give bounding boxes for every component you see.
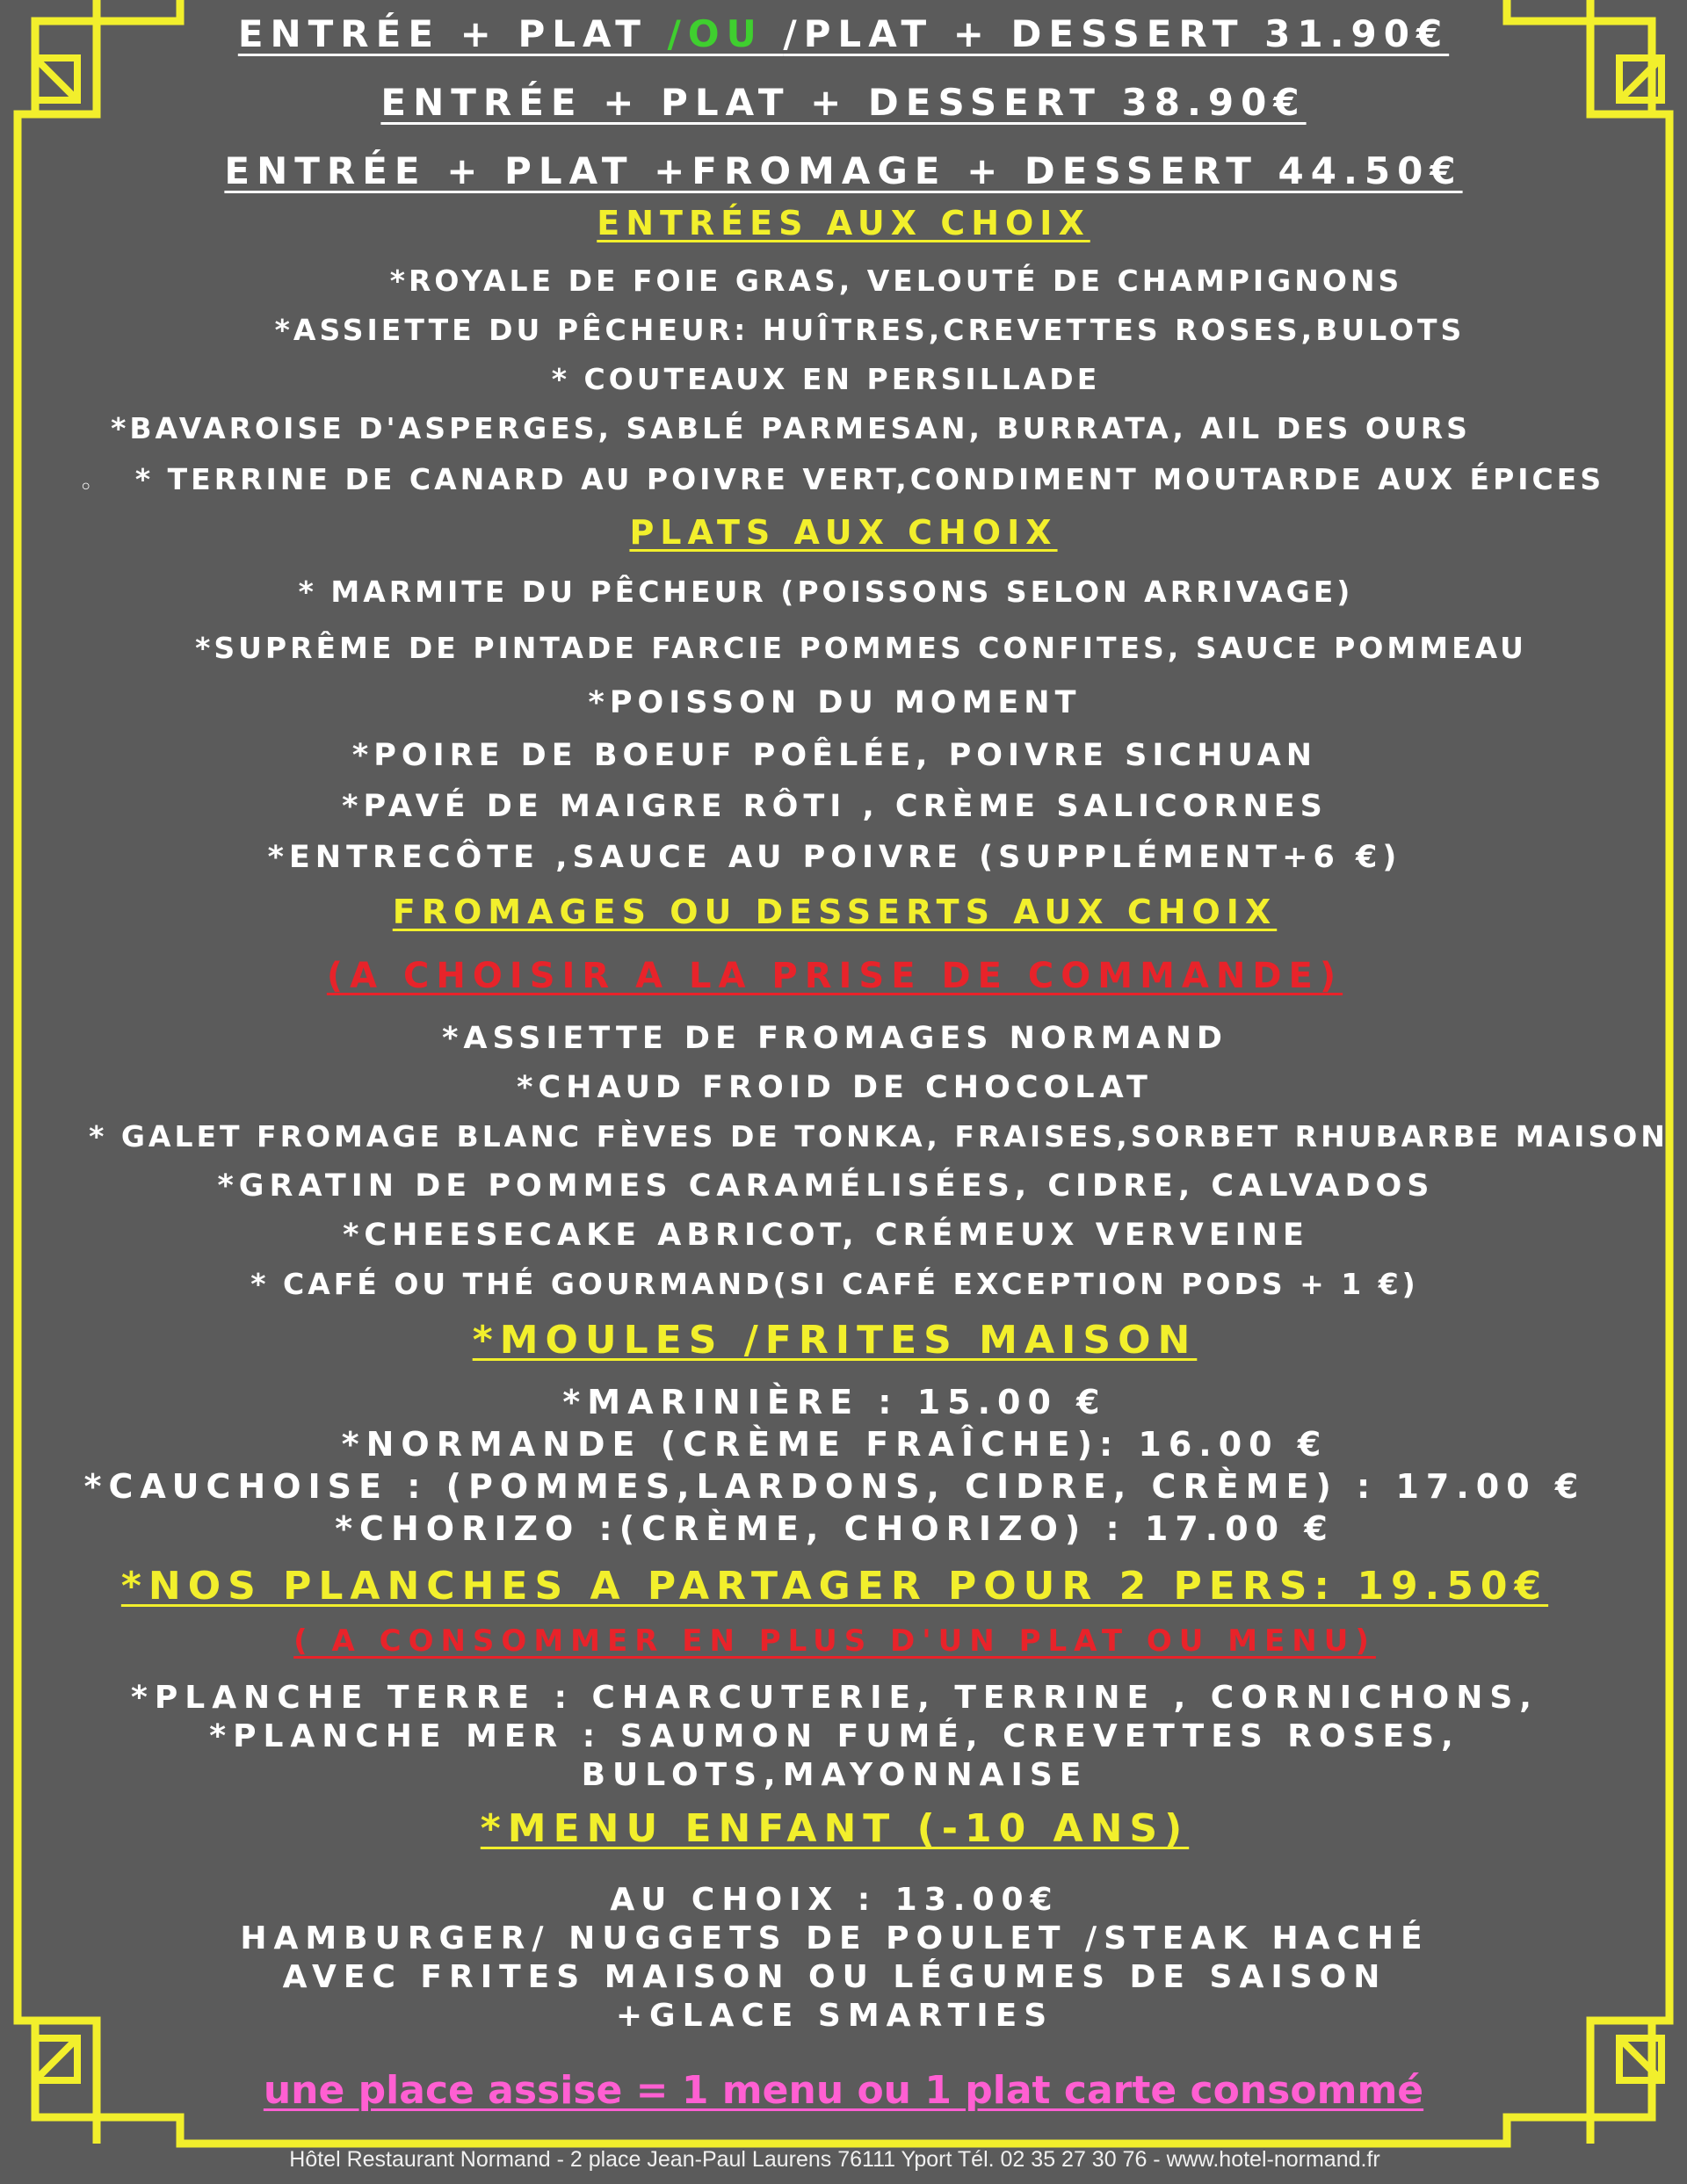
dessert-item: *GRATIN DE POMMES CARAMÉLISÉES, CIDRE, CALVADOS (217, 1168, 1435, 1204)
formula-entree-plat-or-plat-dessert (0, 12, 1687, 55)
plat-item: *PAVÉ DE MAIGRE RÔTI , CRÈME SALICORNES (342, 789, 1328, 824)
entree-item: * COUTEAUX EN PERSILLADE (551, 362, 1101, 396)
plat-item: *SUPRÊME DE PINTADE FARCIE POMMES CONFITES, SAUCE POMMEAU (195, 631, 1527, 665)
seating-rule-note: une place assise = 1 menu ou 1 plat carte consommé (263, 2068, 1424, 2113)
planche-item: *PLANCHE TERRE : CHARCUTERIE, TERRINE , CORNICHONS, (131, 1680, 1539, 1716)
entree-item: *BAVAROISE D'ASPERGES, SABLÉ PARMESAN, BURRATA, AIL DES OURS (111, 411, 1471, 445)
planches-title: *NOS PLANCHES A PARTAGER POUR 2 PERS: 19.50€ (120, 1564, 1549, 1609)
entree-item: * TERRINE DE CANARD AU POIVRE VERT,CONDIMENT MOUTARDE AUX ÉPICES (134, 462, 1605, 496)
plats-title: PLATS AUX CHOIX (629, 513, 1058, 552)
planche-item: BULOTS,MAYONNAISE (581, 1757, 1089, 1793)
moules-item: *MARINIÈRE : 15.00 € (562, 1383, 1107, 1421)
dessert-item: * CAFÉ OU THÉ GOURMAND(SI CAFÉ EXCEPTION PODS + 1 €) (250, 1267, 1419, 1301)
enfant-item: AVEC FRITES MAISON OU LÉGUMES DE SAISON (282, 1959, 1387, 1995)
plat-item: *ENTRECÔTE ,SAUCE AU POIVRE (SUPPLÉMENT+6 €) (267, 840, 1402, 875)
plat-item: * MARMITE DU PÊCHEUR (POISSONS SELON ARRIVAGE) (298, 575, 1354, 609)
formula1-part1: ENTRÉE + PLAT (237, 12, 668, 55)
desserts-title: FROMAGES OU DESSERTS AUX CHOIX (392, 893, 1278, 931)
moules-item: *CHORIZO :(CRÈME, CHORIZO) : 17.00 € (335, 1509, 1335, 1548)
plat-item: *POISSON DU MOMENT (588, 685, 1082, 720)
moules-item: *NORMANDE (CRÈME FRAÎCHE): 16.00 € (341, 1425, 1329, 1464)
entree-item: *ROYALE DE FOIE GRAS, VELOUTÉ DE CHAMPIGNONS (389, 264, 1403, 298)
plat-item: *POIRE DE BOEUF POÊLÉE, POIVRE SICHUAN (351, 738, 1318, 773)
formula1-ou: /OU (667, 12, 784, 55)
desserts-note: (A CHOISIR A LA PRISE DE COMMANDE) (326, 956, 1343, 996)
bullet-icon: ◦ (79, 474, 93, 501)
entree-item: *ASSIETTE DU PÊCHEUR: HUÎTRES,CREVETTES ROSES,BULOTS (274, 313, 1466, 347)
enfant-item: AU CHOIX : 13.00€ (610, 1882, 1060, 1918)
dessert-item: * GALET FROMAGE BLANC FÈVES DE TONKA, FRAISES,SORBET RHUBARBE MAISON (89, 1119, 1669, 1153)
formula1-part2: /PLAT + DESSERT 31.90€ (783, 12, 1450, 55)
enfant-title: *MENU ENFANT (-10 ANS) (480, 1806, 1190, 1851)
enfant-item: +GLACE SMARTIES (615, 1998, 1054, 2034)
dessert-item: *CHAUD FROID DE CHOCOLAT (517, 1070, 1153, 1105)
moules-title: *MOULES /FRITES MAISON (472, 1318, 1198, 1363)
dessert-item: *CHEESECAKE ABRICOT, CRÉMEUX VERVEINE (343, 1218, 1309, 1253)
formula-entree-plat-dessert: ENTRÉE + PLAT + DESSERT 38.90€ (380, 81, 1307, 124)
entrees-title: ENTRÉES AUX CHOIX (597, 204, 1090, 242)
moules-item: *CAUCHOISE : (POMMES,LARDONS, CIDRE, CRÈME) : 17.00 € (83, 1467, 1586, 1506)
restaurant-address: Hôtel Restaurant Normand - 2 place Jean-Paul Laurens 76111 Yport Tél. 02 35 27 30 76 - www.hotel-normand.fr (289, 2147, 1380, 2172)
planches-note: ( A CONSOMMER EN PLUS D'UN PLAT OU MENU) (293, 1624, 1376, 1659)
formula-entree-plat-fromage-dessert: ENTRÉE + PLAT +FROMAGE + DESSERT 44.50€ (224, 149, 1463, 192)
enfant-item: HAMBURGER/ NUGGETS DE POULET /STEAK HACHÉ (240, 1920, 1430, 1956)
planche-item: *PLANCHE MER : SAUMON FUMÉ, CREVETTES ROSES, (209, 1718, 1460, 1754)
dessert-item: *ASSIETTE DE FROMAGES NORMAND (442, 1021, 1227, 1056)
